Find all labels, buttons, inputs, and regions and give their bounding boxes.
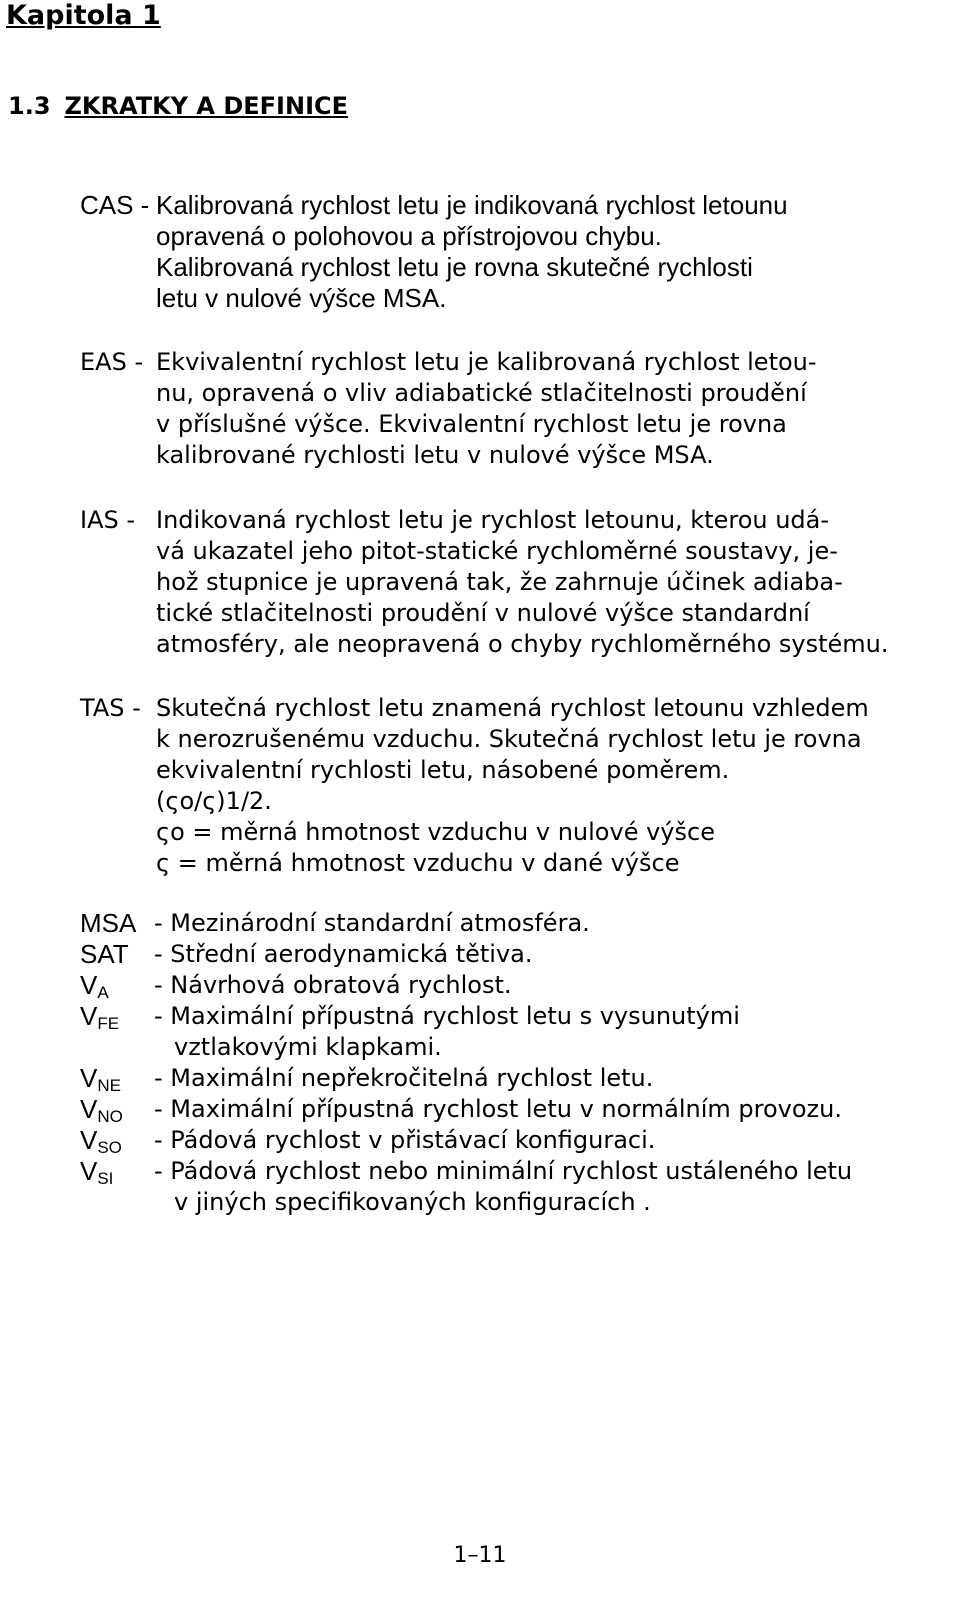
abbreviation-row (80, 1156, 950, 1218)
abbreviation-description (154, 1001, 950, 1063)
abbreviation-row (80, 1001, 950, 1063)
text-line: hož stupnice je upravená tak, že zahrnuje účinek adiaba- (156, 568, 843, 596)
abbreviation-description (154, 908, 950, 939)
abbreviation-row (80, 970, 950, 1001)
abbreviation-row (80, 1125, 950, 1156)
abbreviation-description (154, 1063, 950, 1094)
text-line: ς = měrná hmotnost vzduchu v dané výšce (156, 849, 680, 877)
abbreviation-symbol: $V_A$ (80, 970, 109, 1002)
text-line: atmosféry, ale neopravená o chyby rychloměrného systému. (156, 630, 889, 658)
text-line: - Pádová rychlost nebo minimální rychlost ustáleného letu (154, 1157, 853, 1185)
abbreviation-symbol: MSA (80, 908, 137, 938)
definition-term: EAS - (80, 348, 144, 376)
text-line: Kalibrovaná rychlost letu je rovna skutečné rychlosti (156, 252, 753, 282)
abbreviation-symbol: $V_{NE}$ (80, 1063, 121, 1095)
text-line: v jiných specifikovaných konfiguracích . (174, 1188, 651, 1216)
text-line: kalibrované rychlosti letu v nulové výšce MSA. (156, 441, 714, 469)
text-line: letu v nulové výšce MSA. (156, 283, 447, 313)
section-heading (8, 90, 348, 122)
definitions-list (80, 190, 950, 879)
abbreviation-description (154, 939, 950, 970)
abbreviation-row (80, 1094, 950, 1125)
abbreviation-symbol: $V_{SO}$ (80, 1125, 122, 1157)
text-line: v příslušné výšce. Ekvivalentní rychlost letu je rovna (156, 410, 787, 438)
abbreviation-symbol: SAT (80, 939, 129, 969)
abbreviation-description (154, 970, 950, 1001)
definition-cas (80, 190, 950, 314)
section-number: 1.3 (8, 92, 51, 120)
definition-tas (80, 693, 950, 879)
text-line: ekvivalentní rychlosti letu, násobené poměrem. (156, 756, 730, 784)
text-line: - Mezinárodní standardní atmosféra. (154, 909, 590, 937)
abbreviation-row (80, 939, 950, 970)
text-line: ςo = měrná hmotnost vzduchu v nulové výšce (156, 818, 715, 846)
text-line: - Střední aerodynamická tětiva. (154, 940, 533, 968)
text-line: - Maximální přípustná rychlost letu v normálním provozu. (154, 1095, 842, 1123)
section-title: ZKRATKY A DEFINICE (64, 92, 349, 120)
definition-eas (80, 347, 950, 471)
abbreviation-symbol: $V_{NO}$ (80, 1094, 123, 1126)
abbreviation-symbol: $V_{SI}$ (80, 1156, 114, 1188)
text-line: Indikovaná rychlost letu je rychlost letounu, kterou udá- (156, 506, 830, 534)
abbreviation-row (80, 908, 950, 939)
definition-text (156, 190, 950, 314)
abbreviation-description (154, 1156, 950, 1218)
text-line: Skutečná rychlost letu znamená rychlost letounu vzhledem (156, 694, 869, 722)
text-line: - Pádová rychlost v přistávací konfiguraci. (154, 1126, 656, 1154)
text-line: - Maximální nepřekročitelná rychlost letu. (154, 1064, 654, 1092)
chapter-title: Kapitola 1 (6, 0, 161, 31)
page-number: 1–11 (453, 1543, 507, 1568)
text-line: vztlakovými klapkami. (174, 1033, 442, 1061)
abbreviation-description (154, 1094, 950, 1125)
definition-term: TAS - (80, 694, 141, 722)
text-line: nu, opravená o vliv adiabatické stlačitelnosti proudění (156, 379, 807, 407)
abbreviations-list (80, 908, 950, 1218)
text-line: k nerozrušenému vzduchu. Skutečná rychlost letu je rovna (156, 725, 862, 753)
definition-term: IAS - (80, 506, 136, 534)
definition-term: CAS - (80, 190, 150, 220)
definition-text (156, 505, 950, 660)
abbreviation-row (80, 1063, 950, 1094)
text-line: opravená o polohovou a přístrojovou chybu. (156, 221, 662, 251)
text-line: (ςo/ς)1/2. (156, 787, 272, 815)
abbreviation-description (154, 1125, 950, 1156)
text-line: - Maximální přípustná rychlost letu s vysunutými (154, 1002, 740, 1030)
text-line: vá ukazatel jeho pitot-statické rychloměrné soustavy, je- (156, 537, 838, 565)
definition-text (156, 347, 950, 471)
text-line: tické stlačitelnosti proudění v nulové výšce standardní (156, 599, 810, 627)
text-line: Ekvivalentní rychlost letu je kalibrovaná rychlost letou- (156, 348, 817, 376)
definition-ias (80, 505, 950, 660)
text-line: Kalibrovaná rychlost letu je indikovaná rychlost letounu (156, 190, 788, 220)
text-line: - Návrhová obratová rychlost. (154, 971, 512, 999)
abbreviation-symbol: $V_{FE}$ (80, 1001, 120, 1033)
definition-text (156, 693, 950, 879)
